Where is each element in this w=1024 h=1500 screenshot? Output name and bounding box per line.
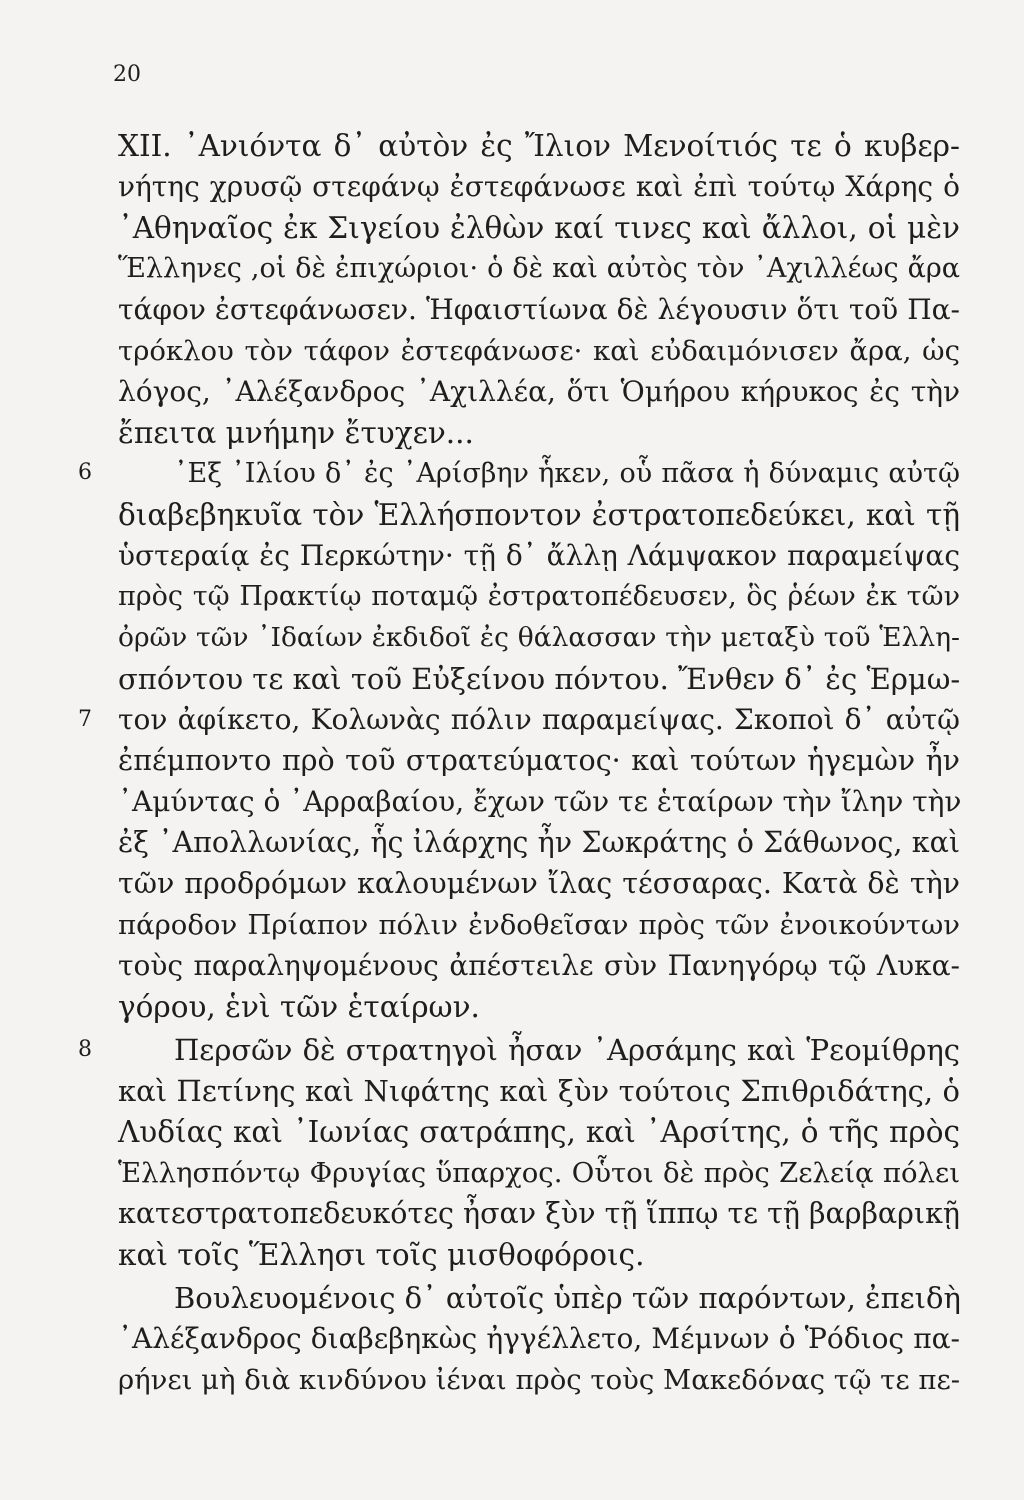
text-line: κατεστρατοπεδευκότες ἦσαν ξὺν τῇ ἵππῳ τε τῇ βαρβαρικῇ <box>118 1197 960 1230</box>
text-line: Περσῶν δὲ στρατηγοὶ ἦσαν ᾿Αρσάμης καὶ Ῥεομίθρης <box>174 1033 960 1067</box>
text-line: ᾿Αθηναῖος ἐκ Σιγείου ἐλθὼν καί τινες καὶ ἄλλοι, οἱ μὲν <box>118 211 960 245</box>
text-line: σπόντου τε καὶ τοῦ Εὐξείνου πόντου. Ἔνθεν δ᾿ ἐς Ἑρμω- <box>118 662 961 696</box>
text-line: ὀρῶν τῶν ᾿Ιδαίων ἐκδιδοῖ ἐς θάλασσαν τὴν μεταξὺ τοῦ Ἑλλη- <box>118 622 960 653</box>
margin-number-6: 6 <box>78 460 92 485</box>
text-line: ᾿Αμύντας ὁ ᾿Αρραβαίου, ἔχων τῶν τε ἑταίρων τὴν ἴλην τὴν <box>118 785 962 818</box>
text-line: Ἕλληνες ,οἱ δὲ ἐπιχώριοι· ὁ δὲ καὶ αὐτὸς τὸν ᾿Αχιλλέως ἄρα <box>118 253 960 284</box>
text-line: πάροδον Πρίαπον πόλιν ἐνδοθεῖσαν πρὸς τῶν ἐνοικούντων <box>118 909 960 941</box>
margin-number-7: 7 <box>78 707 92 732</box>
text-line: ρήνει μὴ διὰ κινδύνου ἰέναι πρὸς τοὺς Μακεδόνας τῷ τε πε- <box>118 1364 960 1396</box>
text-line: τάφον ἐστεφάνωσεν. Ἡφαιστίωνα δὲ λέγουσιν ὅτι τοῦ Πα- <box>118 293 960 326</box>
text-line: Ἑλλησπόντῳ Φρυγίας ὕπαρχος. Οὗτοι δὲ πρὸς Ζελείᾳ πόλει <box>118 1157 960 1189</box>
text-line: ᾿Εξ ᾿Ιλίου δ᾿ ἐς ᾿Αρίσβην ἧκεν, οὗ πᾶσα ἡ δύναμις αὐτῷ <box>174 458 960 489</box>
text-line: πρὸς τῷ Πρακτίῳ ποταμῷ ἐστρατοπέδευσεν, ὃς ῥέων ἐκ τῶν <box>118 581 960 612</box>
margin-number-8: 8 <box>78 1037 92 1062</box>
text-line: ᾿Αλέξανδρος διαβεβηκὼς ἠγγέλλετο, Μέμνων ὁ Ῥόδιος πα- <box>118 1322 960 1355</box>
text-line: ἔπειτα μνήμην ἔτυχεν... <box>118 416 474 450</box>
text-line: Βουλευομένοις δ᾿ αὐτοῖς ὑπὲρ τῶν παρόντων, ἐπειδὴ <box>174 1281 961 1315</box>
text-line: ὑστεραίᾳ ἐς Περκώτην· τῇ δ᾿ ἄλλῃ Λάμψακον παραμείψας <box>118 539 960 572</box>
text-line: διαβεβηκυῖα τὸν Ἑλλήσποντον ἐστρατοπεδεύκει, καὶ τῇ <box>118 498 960 532</box>
text-line: τον ἀφίκετο, Κολωνὰς πόλιν παραμείψας. Σκοποὶ δ᾿ αὐτῷ <box>118 703 960 736</box>
text-line: λόγος, ᾿Αλέξανδρος ᾿Αχιλλέα, ὅτι Ὁμήρου κήρυκος ἐς τὴν <box>118 375 960 408</box>
text-line: XII. ᾿Ανιόντα δ᾿ αὐτὸν ἐς Ἴλιον Μενοίτιός τε ὁ κυβερ- <box>118 129 960 163</box>
text-line: καὶ Πετίνης καὶ Νιφάτης καὶ ξὺν τούτοις Σπιθριδάτης, ὁ <box>118 1074 960 1108</box>
text-line: γόρου, ἑνὶ τῶν ἑταίρων. <box>118 990 480 1024</box>
text-line: τοὺς παραληψομένους ἀπέστειλε σὺν Πανηγόρῳ τῷ Λυκα- <box>118 949 960 982</box>
text-line: ἐπέμποντο πρὸ τοῦ στρατεύματος· καὶ τούτων ἡγεμὼν ἦν <box>118 744 960 777</box>
text-line: νήτης χρυσῷ στεφάνῳ ἐστεφάνωσε καὶ ἐπὶ τούτῳ Χάρης ὁ <box>118 170 960 203</box>
text-line: καὶ τοῖς Ἕλλησι τοῖς μισθοφόροις. <box>118 1238 645 1272</box>
page-number: 20 <box>113 62 141 87</box>
text-line: τῶν προδρόμων καλουμένων ἴλας τέσσαρας. Κατὰ δὲ τὴν <box>118 867 960 900</box>
text-line: ἐξ ᾿Απολλωνίας, ἧς ἰλάρχης ἦν Σωκράτης ὁ Σάθωνος, καὶ <box>118 826 960 859</box>
text-line: τρόκλου τὸν τάφον ἐστεφάνωσε· καὶ εὐδαιμόνισεν ἄρα, ὡς <box>118 335 960 367</box>
text-line: Λυδίας καὶ ᾿Ιωνίας σατράπης, καὶ ᾿Αρσίτης, ὁ τῆς πρὸς <box>118 1115 960 1149</box>
